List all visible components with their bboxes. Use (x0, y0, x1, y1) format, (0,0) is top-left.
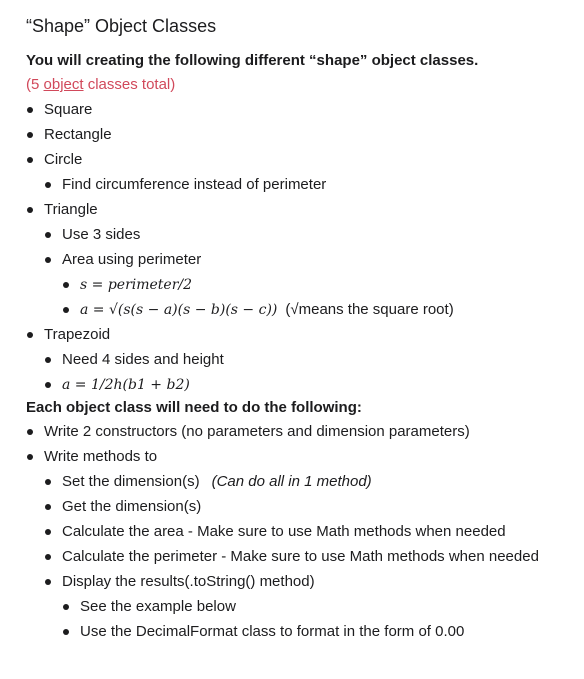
list-item-see-example: See the example below (26, 594, 576, 619)
formula-s: s = perimeter/2 (80, 277, 193, 293)
intro-heading: You will creating the following different “shape” object classes. (26, 52, 479, 69)
list-item-constructors: Write 2 constructors (no parameters and dimension parameters) (26, 419, 576, 444)
class-count-prefix: (5 (26, 76, 44, 93)
list-item-display: Display the results(.toString() method) (26, 569, 576, 594)
list-item-triangle-sides: Use 3 sides (26, 222, 576, 247)
list-item-triangle-area: Area using perimeter (26, 247, 576, 272)
shape-list (26, 97, 576, 397)
list-item-trapezoid-sides: Need 4 sides and height (26, 347, 576, 372)
list-item-triangle: Triangle (26, 197, 576, 222)
list-item-methods: Write methods to (26, 444, 576, 469)
document (26, 14, 576, 644)
class-count-note (26, 72, 576, 97)
list-item-formula-trap (26, 372, 576, 397)
formula-trapezoid: a = 1/2h(b1 + b2) (62, 377, 190, 393)
sqrt-note: (√means the square root) (285, 301, 454, 318)
list-item-formula-s (26, 272, 576, 297)
list-item-rectangle: Rectangle (26, 122, 576, 147)
list-item-formula-a (26, 297, 576, 322)
list-item-set-dimension (26, 469, 576, 494)
list-item-calc-perimeter: Calculate the perimeter - Make sure to use Math methods when needed (26, 544, 576, 569)
page-title: “Shape” Object Classes (26, 16, 217, 36)
requirements-heading: Each object class will need to do the following: (26, 399, 362, 416)
list-item-trapezoid: Trapezoid (26, 322, 576, 347)
list-item-decimal-format: Use the DecimalFormat class to format in the form of 0.00 (26, 619, 576, 644)
list-item-square: Square (26, 97, 576, 122)
formula-a: a = √(s(s − a)(s − b)(s − c)) (80, 302, 278, 318)
set-dimension-text: Set the dimension(s) (62, 473, 200, 490)
object-link[interactable]: object (43, 76, 84, 93)
list-item-circle: Circle (26, 147, 576, 172)
class-count-suffix: classes total) (83, 76, 176, 93)
requirements-list (26, 419, 576, 644)
list-item-circle-note: Find circumference instead of perimeter (26, 172, 576, 197)
list-item-get-dimension: Get the dimension(s) (26, 494, 576, 519)
list-item-calc-area: Calculate the area - Make sure to use Math methods when needed (26, 519, 576, 544)
set-dimension-note: (Can do all in 1 method) (211, 473, 372, 490)
